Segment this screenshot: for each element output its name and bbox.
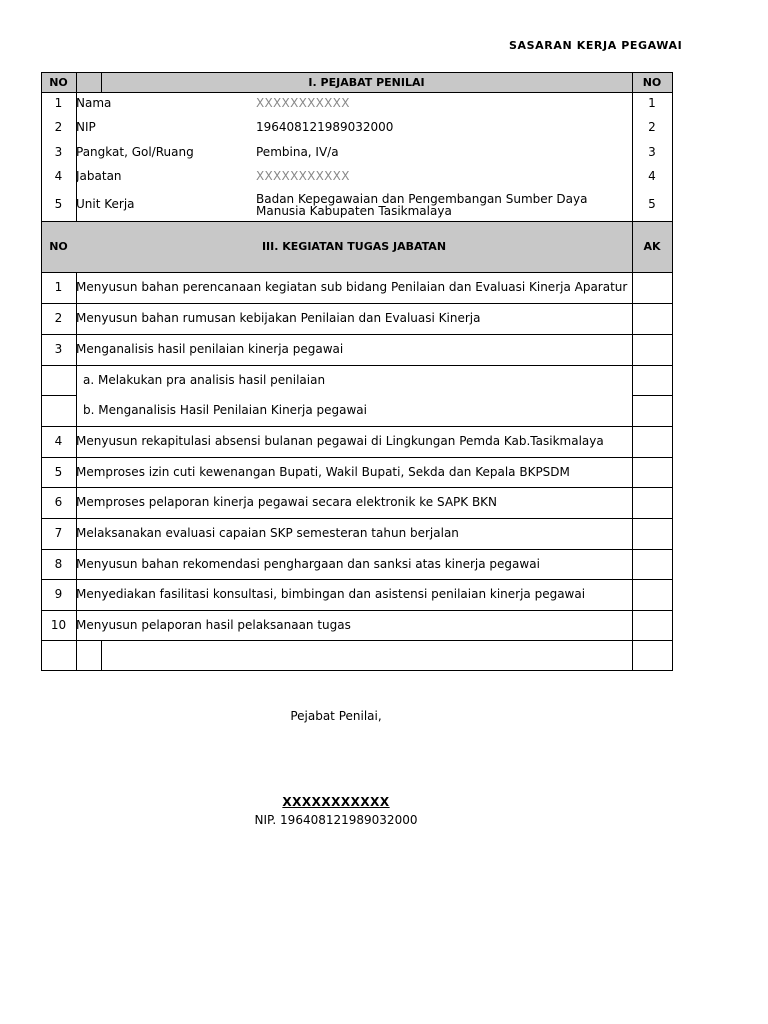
row-number: 7 xyxy=(54,526,63,540)
field-label-pangkat: Pangkat, Gol/Ruang xyxy=(76,144,194,159)
row-number: 5 xyxy=(54,197,63,211)
row-number: 5 xyxy=(54,464,63,479)
sub-activity-text: b. Menganalisis Hasil Penilaian Kinerja pegawai xyxy=(83,403,367,417)
row-number: 1 xyxy=(54,280,63,294)
section3-title: III. KEGIATAN TUGAS JABATAN xyxy=(261,240,447,253)
sub-activity-text: a. Melakukan pra analisis hasil penilaian xyxy=(83,372,326,387)
activity-text: Menyusun bahan perencanaan kegiatan sub bidang Penilaian dan Evaluasi Kinerja Aparatur xyxy=(76,280,628,294)
field-label-nama: Nama xyxy=(76,95,112,110)
field-value-pangkat: Pembina, IV/a xyxy=(256,144,339,159)
section1-no-header: NO xyxy=(49,75,68,89)
row-number: 3 xyxy=(54,144,63,159)
row-number: 10 xyxy=(50,617,67,632)
activity-text: Memproses izin cuti kewenangan Bupati, Wakil Bupati, Sekda dan Kepala BKPSDM xyxy=(76,464,570,479)
field-value-jabatan: XXXXXXXXXXX xyxy=(256,168,350,183)
activity-text: Menyusun pelaporan hasil pelaksanaan tugas xyxy=(76,617,351,632)
signature-nip: NIP. 196408121989032000 xyxy=(254,813,418,827)
activity-text: Memproses pelaporan kinerja pegawai secara elektronik ke SAPK BKN xyxy=(76,495,498,509)
right-row-number: 2 xyxy=(648,119,656,134)
section3-ak-header: AK xyxy=(643,240,661,253)
section1-right-no-header: NO xyxy=(642,75,662,89)
row-number: 4 xyxy=(54,434,63,448)
right-row-number: 1 xyxy=(648,95,656,110)
right-row-number: 5 xyxy=(648,197,656,211)
row-number: 4 xyxy=(54,168,63,183)
signature-title: Pejabat Penilai, xyxy=(290,709,382,723)
activity-text: Menganalisis hasil penilaian kinerja pegawai xyxy=(76,342,344,356)
field-label-unit-kerja: Unit Kerja xyxy=(76,197,135,211)
row-number: 1 xyxy=(54,95,63,110)
activity-text: Menyediakan fasilitasi konsultasi, bimbingan dan asistensi penilaian kinerja pegawai xyxy=(76,587,586,601)
field-value-unit-kerja: Badan Kepegawaian dan Pengembangan Sumber Daya Manusia Kabupaten Tasikmalaya xyxy=(256,191,588,218)
row-number: 2 xyxy=(54,311,63,325)
row-number: 2 xyxy=(54,119,63,134)
section3-no-header: NO xyxy=(49,240,68,253)
right-row-number: 3 xyxy=(648,144,656,159)
activity-text: Menyusun bahan rekomendasi penghargaan dan sanksi atas kinerja pegawai xyxy=(76,556,540,571)
row-number: 9 xyxy=(54,587,63,601)
activity-text: Menyusun bahan rumusan kebijakan Penilaian dan Evaluasi Kinerja xyxy=(76,311,481,325)
field-label-nip: NIP xyxy=(76,119,96,134)
section1-title: I. PEJABAT PENILAI xyxy=(308,75,425,89)
row-number: 6 xyxy=(54,495,63,509)
right-row-number: 4 xyxy=(648,168,656,183)
activity-text: Melaksanakan evaluasi capaian SKP semesteran tahun berjalan xyxy=(76,526,459,540)
field-value-nama: XXXXXXXXXXX xyxy=(256,95,350,110)
row-number: 3 xyxy=(54,342,63,356)
signature-name: XXXXXXXXXXX xyxy=(282,795,390,809)
document-title: SASARAN KERJA PEGAWAI xyxy=(509,39,683,52)
field-value-nip: 196408121989032000 xyxy=(256,119,394,134)
field-label-jabatan: Jabatan xyxy=(76,168,122,183)
row-number: 8 xyxy=(54,556,63,571)
activity-text: Menyusun rekapitulasi absensi bulanan pegawai di Lingkungan Pemda Kab.Tasikmalaya xyxy=(76,434,604,448)
